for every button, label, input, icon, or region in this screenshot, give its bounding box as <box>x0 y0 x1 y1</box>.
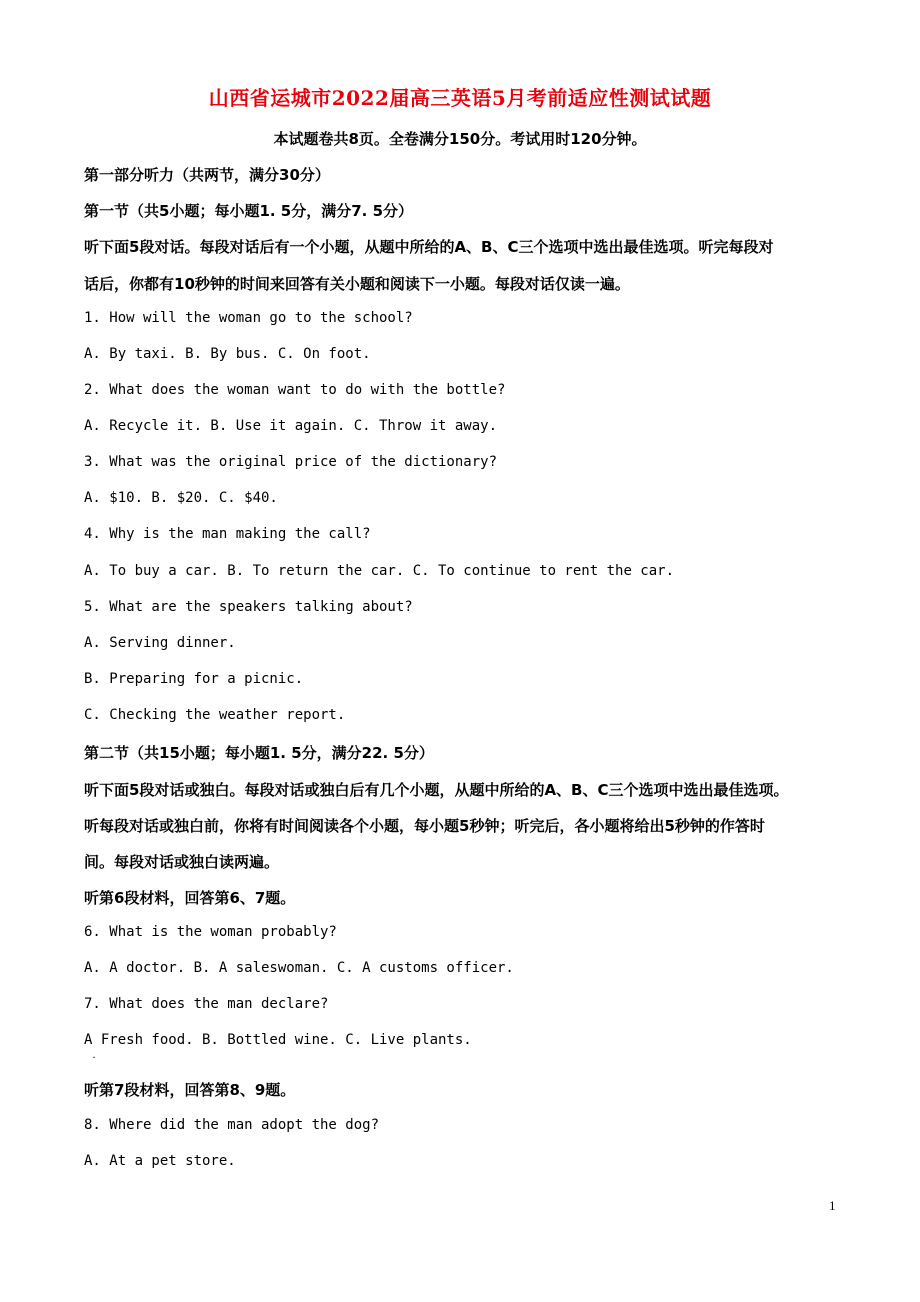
part1-heading: 第一部分听力（共两节，满分30分） <box>84 166 330 184</box>
document-title: 山西省运城市2022届高三英语5月考前适应性测试试题 <box>208 86 712 110</box>
question-5-option-b: B. Preparing for a picnic. <box>84 671 304 687</box>
question-4-options: A. To buy a car. B. To return the car. C. To continue to rent the car. <box>84 563 675 579</box>
question-8: 8. Where did the man adopt the dog? <box>84 1117 380 1133</box>
question-3-options: A. $10. B. $20. C. $40. <box>84 490 278 506</box>
question-4: 4. Why is the man making the call? <box>84 526 371 542</box>
section2-instructions-line3: 间。每段对话或独白读两遍。 <box>84 853 280 871</box>
section1-instructions-line1: 听下面5段对话。每段对话后有一个小题，从题中所给的A、B、C三个选项中选出最佳选项。听完每段对 <box>84 238 774 256</box>
question-5: 5. What are the speakers talking about? <box>84 599 413 615</box>
material-6-heading: 听第6段材料，回答第6、7题。 <box>84 889 296 907</box>
question-5-option-a: A. Serving dinner. <box>84 635 236 651</box>
section1-instructions-line2: 话后，你都有10秒钟的时间来回答有关小题和阅读下一小题。每段对话仅读一遍。 <box>84 275 630 293</box>
question-6: 6. What is the woman probably? <box>84 924 337 940</box>
section2-instructions-line2: 听每段对话或独白前，你将有时间阅读各个小题，每小题5秒钟；听完后，各小题将给出5秒钟的作答时 <box>84 817 765 835</box>
question-2: 2. What does the woman want to do with the bottle? <box>84 382 506 398</box>
question-3: 3. What was the original price of the dictionary? <box>84 454 498 470</box>
section1-heading: 第一节（共5小题；每小题1. 5分，满分7. 5分） <box>84 202 414 220</box>
question-2-options: A. Recycle it. B. Use it again. C. Throw it away. <box>84 418 498 434</box>
question-8-option-a: A. At a pet store. <box>84 1153 236 1169</box>
question-1-options: A. By taxi. B. By bus. C. On foot. <box>84 346 371 362</box>
section2-heading: 第二节（共15小题；每小题1. 5分，满分22. 5分） <box>84 744 434 762</box>
question-7: 7. What does the man declare? <box>84 996 329 1012</box>
document-subtitle: 本试题卷共8页。全卷满分150分。考试用时120分钟。 <box>273 130 647 148</box>
question-5-option-c: C. Checking the weather report. <box>84 707 346 723</box>
question-7-options: A Fresh food. B. Bottled wine. C. Live plants. <box>84 1032 472 1048</box>
page-number: 1 <box>829 1198 836 1213</box>
section2-instructions-line1: 听下面5段对话或独白。每段对话或独白后有几个小题，从题中所给的A、B、C三个选项中选出最佳选项。 <box>84 781 789 799</box>
question-6-options: A. A doctor. B. A saleswoman. C. A customs officer. <box>84 960 514 976</box>
question-1: 1. How will the woman go to the school? <box>84 310 413 326</box>
material-7-heading: 听第7段材料，回答第8、9题。 <box>84 1081 296 1099</box>
stray-mark: · <box>92 1050 96 1064</box>
